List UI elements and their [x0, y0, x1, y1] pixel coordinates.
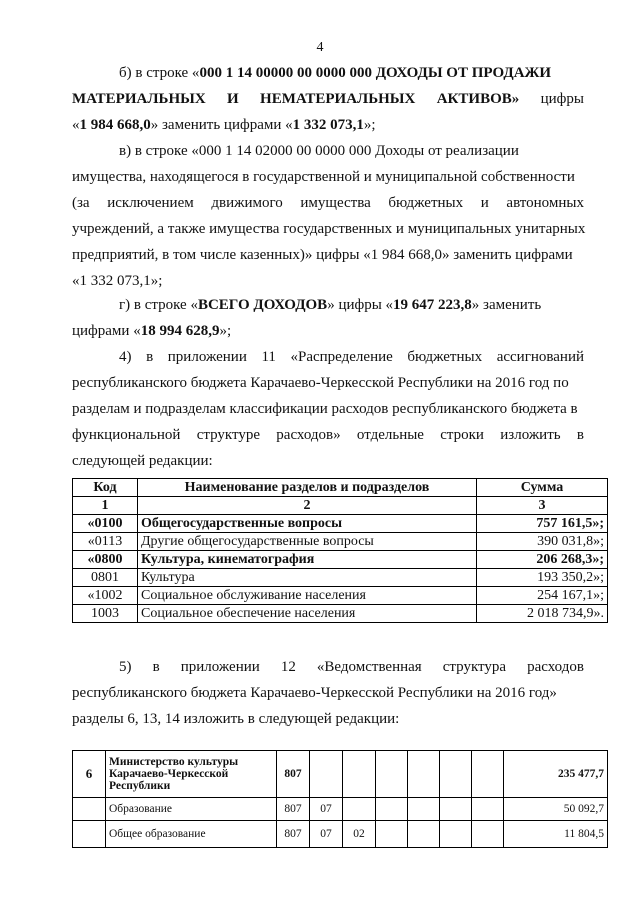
table-row [73, 515, 608, 533]
row-grbs: 807 [277, 821, 310, 848]
paragraph-b-line-2: МАТЕРИАЛЬНЫХ И НЕМАТЕРИАЛЬНЫХ АКТИВОВ» цифры [72, 91, 584, 107]
row-code: «0800 [73, 551, 138, 569]
empty-cell [472, 798, 504, 821]
column-header-name: Наименование разделов и подразделов [138, 479, 477, 497]
paragraph-4-line-1: 4) в приложении 11 «Распределение бюджетных ассигнований [119, 349, 584, 365]
table-row [73, 798, 608, 821]
paragraph-4-line-5: следующей редакции: [72, 453, 213, 469]
paragraph-4 [72, 344, 584, 474]
paragraph-v-line-1: в) в строке «000 1 14 02000 00 0000 000 Доходы от реализации [119, 143, 519, 159]
column-header-sum: Сумма [477, 479, 608, 497]
row-name: Культура, кинематография [138, 551, 477, 569]
row-name: Министерство культуры Карачаево-Черкесской Республики [106, 751, 277, 798]
row-sum: 390 031,8»; [477, 533, 608, 551]
column-number-2: 2 [138, 497, 477, 515]
empty-cell [440, 751, 472, 798]
paragraph-5-line-1: 5) в приложении 12 «Ведомственная структура расходов [119, 659, 584, 675]
table-row [73, 569, 608, 587]
empty-cell [440, 821, 472, 848]
paragraph-5-line-3: разделы 6, 13, 14 изложить в следующей редакции: [72, 711, 400, 727]
row-code: 1003 [73, 605, 138, 623]
empty-cell [440, 798, 472, 821]
row-name: Другие общегосударственные вопросы [138, 533, 477, 551]
paragraph-b-line-3: «1 984 668,0» заменить цифрами «1 332 073,1»; [72, 117, 376, 133]
page-number: 4 [316, 40, 324, 55]
row-name: Образование [106, 798, 277, 821]
row-sum: 11 804,5 [504, 821, 608, 848]
row-section-number [73, 821, 106, 848]
row-subsection [343, 751, 376, 798]
row-section: 07 [310, 798, 343, 821]
paragraph-v-line-6: «1 332 073,1»; [72, 273, 163, 289]
paragraph-v-line-3: (за исключением движимого имущества бюджетных и автономных [72, 195, 584, 211]
table-row [73, 605, 608, 623]
paragraph-4-line-3: разделам и подразделам классификации расходов республиканского бюджета в [72, 401, 578, 417]
paragraph-v-line-2: имущества, находящегося в государственной и муниципальной собственности [72, 169, 575, 185]
empty-cell [376, 821, 408, 848]
empty-cell [472, 821, 504, 848]
row-sum: 50 092,7 [504, 798, 608, 821]
appendix-12-table [72, 750, 608, 848]
table-row [73, 587, 608, 605]
table-row [73, 821, 608, 848]
row-code: «0100 [73, 515, 138, 533]
row-section-number [73, 798, 106, 821]
empty-cell [408, 821, 440, 848]
paragraph-b-line-1: б) в строке «000 1 14 00000 00 0000 000 ДОХОДЫ ОТ ПРОДАЖИ [119, 65, 552, 81]
table-row [73, 751, 608, 798]
table-row [73, 533, 608, 551]
appendix-11-table [72, 478, 608, 623]
paragraph-v-line-4: учреждений, а также имущества государственных и муниципальных унитарных [72, 221, 586, 237]
paragraph-v-line-5: предприятий, в том числе казенных)» цифры «1 984 668,0» заменить цифрами [72, 247, 573, 263]
row-code: 0801 [73, 569, 138, 587]
empty-cell [472, 751, 504, 798]
table-row [73, 551, 608, 569]
row-name: Общегосударственные вопросы [138, 515, 477, 533]
row-section: 07 [310, 821, 343, 848]
row-sum: 206 268,3»; [477, 551, 608, 569]
empty-cell [376, 751, 408, 798]
paragraph-4-line-2: республиканского бюджета Карачаево-Черкесской Республики на 2016 год по [72, 375, 569, 391]
row-name: Социальное обеспечение населения [138, 605, 477, 623]
empty-cell [408, 751, 440, 798]
row-code: «1002 [73, 587, 138, 605]
row-grbs: 807 [277, 798, 310, 821]
table-number-row [73, 497, 608, 515]
empty-cell [408, 798, 440, 821]
row-section [310, 751, 343, 798]
row-name: Культура [138, 569, 477, 587]
table-header-row [73, 479, 608, 497]
row-sum: 254 167,1»; [477, 587, 608, 605]
row-subsection: 02 [343, 821, 376, 848]
paragraph-4-line-4: функциональной структуре расходов» отдельные строки изложить в [72, 427, 584, 443]
row-sum: 2 018 734,9». [477, 605, 608, 623]
row-name: Социальное обслуживание населения [138, 587, 477, 605]
paragraph-5 [72, 654, 584, 732]
paragraph-b [72, 60, 584, 138]
paragraph-5-line-2: республиканского бюджета Карачаево-Черкесской Республики на 2016 год» [72, 685, 557, 701]
row-sum: 193 350,2»; [477, 569, 608, 587]
row-sum: 757 161,5»; [477, 515, 608, 533]
paragraph-g-line-1: г) в строке «ВСЕГО ДОХОДОВ» цифры «19 647 223,8» заменить [119, 297, 542, 313]
row-section-number: 6 [73, 751, 106, 798]
paragraph-g-line-2: цифрами «18 994 628,9»; [72, 323, 232, 339]
row-grbs: 807 [277, 751, 310, 798]
row-sum: 235 477,7 [504, 751, 608, 798]
row-name: Общее образование [106, 821, 277, 848]
paragraph-g [72, 292, 584, 344]
paragraph-v [72, 138, 584, 294]
column-number-3: 3 [477, 497, 608, 515]
empty-cell [376, 798, 408, 821]
column-header-code: Код [73, 479, 138, 497]
column-number-1: 1 [73, 497, 138, 515]
row-subsection [343, 798, 376, 821]
row-code: «0113 [73, 533, 138, 551]
